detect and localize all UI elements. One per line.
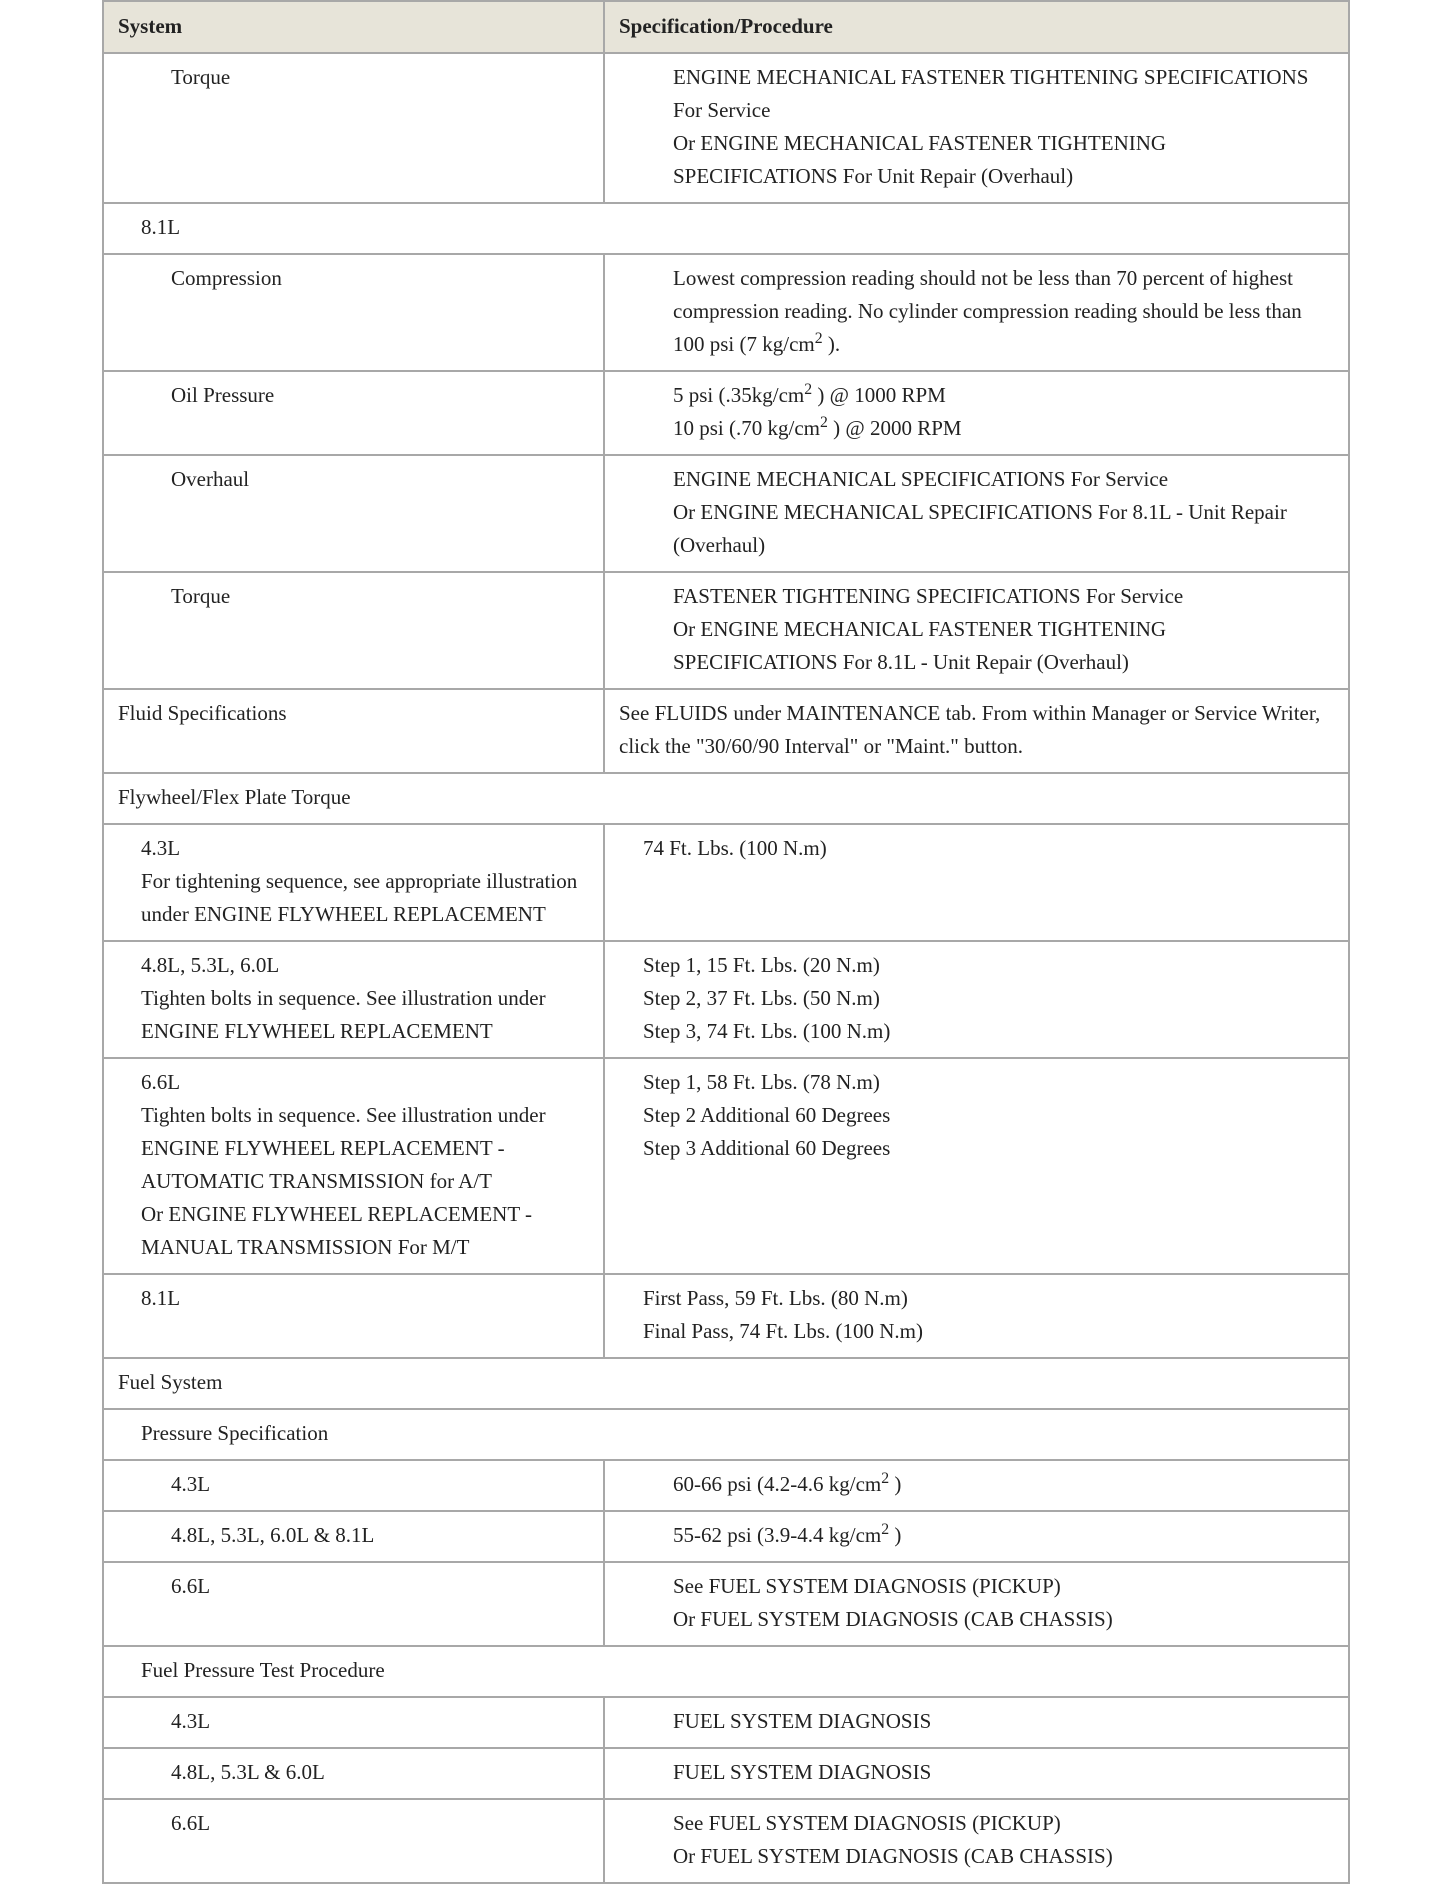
system-cell: Oil Pressure [103,371,604,455]
spec-cell [604,572,1349,689]
table-row [103,1511,1349,1562]
spec-cell [604,1058,1349,1274]
spec-cell [604,689,1349,773]
table-row [103,1697,1349,1748]
table-row [103,1274,1349,1358]
spec-text: 100 psi (7 kg/cm [673,332,815,356]
spec-text: 55-62 psi (3.9-4.4 kg/cm [673,1523,882,1547]
table-row [103,1562,1349,1646]
table-row [103,941,1349,1058]
spec-line: Or FUEL SYSTEM DIAGNOSIS (CAB CHASSIS) [673,1844,1113,1868]
spec-line: (Overhaul) [673,533,766,557]
spec-cell [604,53,1349,203]
system-line: under ENGINE FLYWHEEL REPLACEMENT [141,902,546,926]
spec-text: ). [822,332,841,356]
section-heading: 8.1L [103,203,1349,254]
spec-cell [604,1562,1349,1646]
table-row [103,689,1349,773]
spec-line [673,1519,1334,1552]
spec-cell [604,1748,1349,1799]
section-heading: Fuel System [103,1358,1349,1409]
system-cell [103,1058,604,1274]
system-cell: Compression [103,254,604,371]
system-cell: Fluid Specifications [103,689,604,773]
table-row [103,1460,1349,1511]
spec-line [673,1468,1334,1501]
system-line: 8.1L [141,1286,181,1310]
spec-line: SPECIFICATIONS For 8.1L - Unit Repair (Overhaul) [673,650,1129,674]
spec-line: Step 3 Additional 60 Degrees [643,1136,891,1160]
table-row [103,455,1349,572]
system-line: MANUAL TRANSMISSION For M/T [141,1235,470,1259]
section-heading: Flywheel/Flex Plate Torque [103,773,1349,824]
section-row [103,1646,1349,1697]
spec-text: 5 psi (.35kg/cm [673,383,805,407]
spec-cell [604,371,1349,455]
spec-line: ENGINE MECHANICAL SPECIFICATIONS For Service [673,467,1169,491]
spec-line [673,379,1334,412]
superscript: 2 [820,414,828,431]
spec-line: Or ENGINE MECHANICAL FASTENER TIGHTENING [673,617,1167,641]
spec-cell [604,941,1349,1058]
system-cell: 6.6L [103,1799,604,1883]
section-row [103,203,1349,254]
spec-line: See FLUIDS under MAINTENANCE tab. From within Manager or Service Writer, [619,701,1321,725]
system-line: ENGINE FLYWHEEL REPLACEMENT [141,1019,493,1043]
spec-line: compression reading. No cylinder compression reading should be less than [673,299,1302,323]
spec-line: See FUEL SYSTEM DIAGNOSIS (PICKUP) [673,1574,1061,1598]
spec-line: Or FUEL SYSTEM DIAGNOSIS (CAB CHASSIS) [673,1607,1113,1631]
specifications-table [102,0,1350,1884]
spec-line: 74 Ft. Lbs. (100 N.m) [643,836,827,860]
table-row [103,371,1349,455]
system-line: 4.3L [141,836,181,860]
spec-text: 60-66 psi (4.2-4.6 kg/cm [673,1472,882,1496]
section-row [103,1409,1349,1460]
system-line: 6.6L [141,1070,181,1094]
superscript: 2 [814,330,823,347]
spec-line: click the "30/60/90 Interval" or "Maint." button. [619,734,1024,758]
spec-text: 10 psi (.70 kg/cm [673,416,820,440]
spec-line: Or ENGINE MECHANICAL SPECIFICATIONS For 8.1L - Unit Repair [673,500,1287,524]
system-cell: 4.3L [103,1697,604,1748]
system-cell [103,941,604,1058]
spec-line: First Pass, 59 Ft. Lbs. (80 N.m) [643,1286,908,1310]
spec-line: SPECIFICATIONS For Unit Repair (Overhaul) [673,164,1074,188]
table-row [103,572,1349,689]
spec-cell [604,1697,1349,1748]
system-cell: 4.3L [103,1460,604,1511]
system-cell: 4.8L, 5.3L & 6.0L [103,1748,604,1799]
spec-cell [604,1460,1349,1511]
spec-cell [604,455,1349,572]
superscript: 2 [881,1470,890,1487]
table-row [103,1058,1349,1274]
spec-cell [604,824,1349,941]
spec-text: ) [889,1472,902,1496]
system-line: Tighten bolts in sequence. See illustration under [141,986,546,1010]
system-cell: 6.6L [103,1562,604,1646]
spec-line: Step 2, 37 Ft. Lbs. (50 N.m) [643,986,880,1010]
spec-text: ) [889,1523,902,1547]
spec-line: FUEL SYSTEM DIAGNOSIS [673,1760,932,1784]
system-cell [103,1274,604,1358]
column-header-specification: Specification/Procedure [604,1,1349,53]
table-row [103,1799,1349,1883]
system-line: Tighten bolts in sequence. See illustration under [141,1103,546,1127]
system-cell: Torque [103,53,604,203]
superscript: 2 [804,381,813,398]
spec-text: ) @ 1000 RPM [812,383,946,407]
spec-cell [604,254,1349,371]
system-cell [103,824,604,941]
column-header-system: System [103,1,604,53]
spec-line: FUEL SYSTEM DIAGNOSIS [673,1709,932,1733]
spec-line: Final Pass, 74 Ft. Lbs. (100 N.m) [643,1319,924,1343]
spec-line: ENGINE MECHANICAL FASTENER TIGHTENING SPECIFICATIONS [673,65,1309,89]
spec-line: See FUEL SYSTEM DIAGNOSIS (PICKUP) [673,1811,1061,1835]
superscript: 2 [881,1521,890,1538]
spec-cell [604,1511,1349,1562]
section-row [103,773,1349,824]
spec-cell [604,1799,1349,1883]
spec-line: Step 1, 15 Ft. Lbs. (20 N.m) [643,953,880,977]
table-row [103,53,1349,203]
system-line: AUTOMATIC TRANSMISSION for A/T [141,1169,493,1193]
spec-line: FASTENER TIGHTENING SPECIFICATIONS For Service [673,584,1184,608]
system-line: ENGINE FLYWHEEL REPLACEMENT - [141,1136,505,1160]
spec-text: ) @ 2000 RPM [827,416,962,440]
spec-line: Step 1, 58 Ft. Lbs. (78 N.m) [643,1070,880,1094]
section-heading: Fuel Pressure Test Procedure [103,1646,1349,1697]
system-cell: 4.8L, 5.3L, 6.0L & 8.1L [103,1511,604,1562]
spec-line: Step 2 Additional 60 Degrees [643,1103,891,1127]
spec-line: Lowest compression reading should not be less than 70 percent of highest [673,266,1293,290]
spec-cell [604,1274,1349,1358]
spec-line: Or ENGINE MECHANICAL FASTENER TIGHTENING [673,131,1167,155]
system-line: For tightening sequence, see appropriate illustration [141,869,578,893]
system-line: Or ENGINE FLYWHEEL REPLACEMENT - [141,1202,533,1226]
section-heading: Pressure Specification [103,1409,1349,1460]
table-row [103,824,1349,941]
system-line: 4.8L, 5.3L, 6.0L [141,953,280,977]
table-header-row [103,1,1349,53]
spec-line [673,412,1334,445]
section-row [103,1358,1349,1409]
system-cell: Torque [103,572,604,689]
table-row [103,254,1349,371]
system-cell: Overhaul [103,455,604,572]
spec-line: For Service [673,98,771,122]
spec-line: Step 3, 74 Ft. Lbs. (100 N.m) [643,1019,891,1043]
spec-line [673,328,1334,361]
table-row [103,1748,1349,1799]
